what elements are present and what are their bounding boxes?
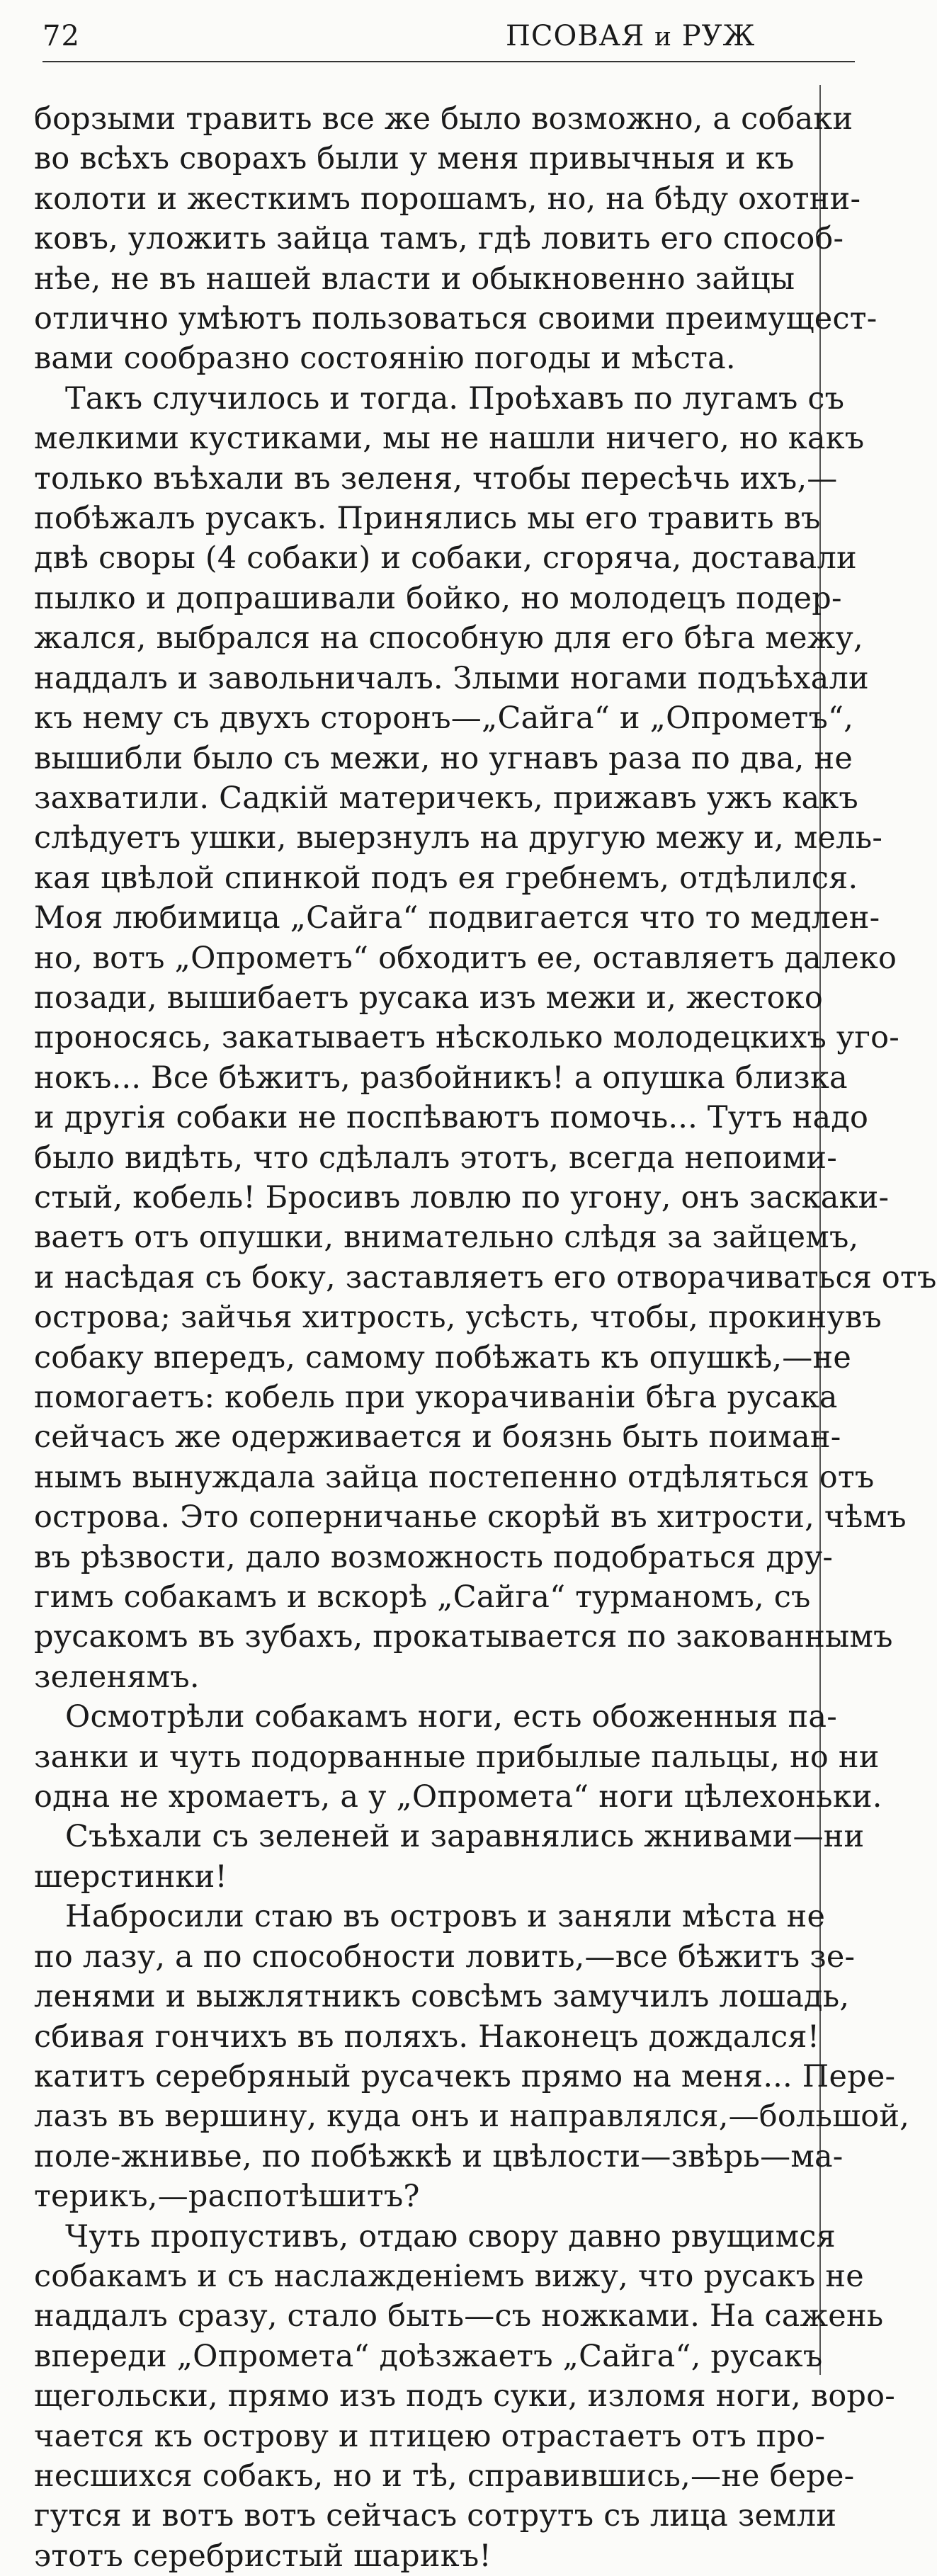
text-column xyxy=(34,99,937,2574)
text-line: и насѣдая съ боку, заставляетъ его отворачиваться отъ xyxy=(34,1259,937,1295)
text-line: впереди „Опромета“ доѣзжаетъ „Сайга“, русакъ xyxy=(34,2338,823,2374)
text-line: терикъ,—распотѣшитъ? xyxy=(34,2179,420,2215)
text-line: слѣдуетъ ушки, выерзнулъ на другую межу и, мель- xyxy=(34,820,883,856)
running-head xyxy=(506,20,755,52)
text-line: было видѣть, что сдѣлалъ этотъ, всегда непоими- xyxy=(34,1140,837,1176)
text-line: мелкими кустиками, мы не нашли ничего, но какъ xyxy=(34,421,865,457)
text-line: и другія собаки не поспѣваютъ помочь... Тутъ надо xyxy=(34,1100,869,1136)
page-header xyxy=(42,14,855,64)
text-line: стый, кобель! Бросивъ ловлю по угону, онъ заскаки- xyxy=(34,1179,890,1215)
text-line: нѣе, не въ нашей власти и обыкновенно зайцы xyxy=(34,261,795,297)
text-line: ковъ, уложить зайца тамъ, гдѣ ловить его способ- xyxy=(34,221,844,257)
text-line: чается къ острову и птицею отрастаетъ отъ про- xyxy=(34,2418,826,2454)
text-line: Набросили стаю въ островъ и заняли мѣста не xyxy=(65,1899,826,1935)
text-line: собаку впередъ, самому побѣжать къ опушкѣ,—не xyxy=(34,1339,852,1375)
text-line: Такъ случилось и тогда. Проѣхавъ по лугамъ съ xyxy=(65,380,845,416)
text-line: одна не хромаетъ, а у „Опромета“ ноги цѣлехоньки. xyxy=(34,1779,882,1815)
text-line: занки и чуть подорванные прибылые пальцы, но ни xyxy=(34,1739,880,1775)
text-line: гутся и вотъ вотъ сейчасъ сотрутъ съ лица земли xyxy=(34,2498,837,2534)
text-line: пылко и допрашивали бойко, но молодецъ подер- xyxy=(34,580,842,616)
text-line: отлично умѣютъ пользоваться своими преимущест- xyxy=(34,301,878,337)
text-line: только въѣхали въ зеленя, чтобы пересѣчь ихъ,— xyxy=(34,460,838,497)
text-line: этотъ серебристый шарикъ! xyxy=(34,2538,492,2574)
text-line: острова; зайчья хитрость, усѣсть, чтобы, прокинувъ xyxy=(34,1300,882,1336)
running-head-word-2: и xyxy=(654,23,672,52)
text-line: проносясь, закатываетъ нѣсколько молодецкихъ уго- xyxy=(34,1020,899,1056)
paragraph xyxy=(34,99,878,379)
text-line: помогаетъ: кобель при укорачиваніи бѣга русака xyxy=(34,1380,838,1415)
text-line: къ нему съ двухъ сторонъ—„Сайга“ и „Опрометъ“, xyxy=(34,700,854,737)
text-line: позади, вышибаетъ русака изъ межи и, жестоко xyxy=(34,980,823,1016)
text-line: сейчасъ же одерживается и боязнь быть поиман- xyxy=(34,1419,841,1456)
text-line: зеленямъ. xyxy=(34,1659,200,1695)
text-line: Съѣхали съ зеленей и заравнялись жнивами—ни xyxy=(65,1819,865,1855)
text-line: Чуть пропустивъ, отдаю свору давно рвущимся xyxy=(65,2218,836,2254)
text-line: острова. Это соперничанье скорѣй въ хитрости, чѣмъ xyxy=(34,1499,907,1536)
text-line: кая цвѣлой спинкой подъ ея гребнемъ, отдѣлился. xyxy=(34,860,858,896)
text-line: жался, выбрался на способную для его бѣга межу, xyxy=(34,620,863,657)
paragraph xyxy=(34,1697,882,1817)
text-line: щегольски, прямо изъ подъ суки, изломя ноги, воро- xyxy=(34,2378,895,2415)
page-number: 72 xyxy=(42,20,80,52)
text-line: вами сообразно состоянію погоды и мѣста. xyxy=(34,341,736,377)
text-line: лазъ въ вершину, куда онъ и направлялся,—большой, xyxy=(34,2099,910,2135)
text-line: катитъ серебряный русачекъ прямо на меня... Пере- xyxy=(34,2058,896,2094)
text-line: борзыми травить все же было возможно, а собаки xyxy=(34,101,853,137)
running-head-word-3: РУЖ xyxy=(681,20,756,52)
text-line: нокъ... Все бѣжитъ, разбойникъ! а опушка близка xyxy=(34,1060,848,1096)
paragraph xyxy=(34,1817,865,1897)
paragraph xyxy=(34,1897,910,2216)
text-line: побѣжалъ русакъ. Принялись мы его травить въ xyxy=(34,501,821,537)
text-line: вышибли было съ межи, но угнавъ раза по два, не xyxy=(34,740,853,776)
text-line: сбивая гончихъ въ поляхъ. Наконецъ дождался! xyxy=(34,2019,820,2055)
text-line: поле-жнивье, по побѣжкѣ и цвѣлости—звѣрь—ма- xyxy=(34,2138,844,2174)
text-line: несшихся собакъ, но и тѣ, справившись,—не бере- xyxy=(34,2458,855,2494)
text-line: но, вотъ „Опрометъ“ обходитъ ее, оставляетъ далеко xyxy=(34,940,897,976)
text-line: по лазу, а по способности ловить,—все бѣжитъ зе- xyxy=(34,1939,856,1975)
paragraph xyxy=(34,379,937,1697)
text-line: собакамъ и съ наслажденіемъ вижу, что русакъ не xyxy=(34,2258,864,2294)
header-rule xyxy=(42,61,855,62)
text-line: гимъ собакамъ и вскорѣ „Сайга“ турманомъ, съ xyxy=(34,1579,811,1616)
text-line: наддалъ и завольничалъ. Злыми ногами подъѣхали xyxy=(34,660,869,696)
text-line: двѣ своры (4 собаки) и собаки, сгоряча, доставали xyxy=(34,540,857,577)
text-line: нымъ вынуждала зайца постепенно отдѣляться отъ xyxy=(34,1459,875,1495)
running-head-word-1: ПСОВАЯ xyxy=(506,20,645,52)
text-line: въ рѣзвости, дало возможность подобраться дру- xyxy=(34,1539,834,1575)
text-line: ленями и выжлятникъ совсѣмъ замучилъ лошадь, xyxy=(34,1979,850,2015)
paragraph xyxy=(34,2217,895,2576)
text-line: ваетъ отъ опушки, внимательно слѣдя за зайцемъ, xyxy=(34,1220,859,1256)
text-line: Моя любимица „Сайга“ подвигается что то медлен- xyxy=(34,900,880,936)
text-line: колоти и жесткимъ порошамъ, но, на бѣду охотни- xyxy=(34,181,861,217)
text-line: во всѣхъ сворахъ были у меня привычныя и къ xyxy=(34,141,795,177)
text-line: захватили. Садкій материчекъ, прижавъ ужъ какъ xyxy=(34,780,858,816)
text-line: Осмотрѣли собакамъ ноги, есть обоженныя па- xyxy=(65,1699,837,1735)
text-line: русакомъ въ зубахъ, прокатывается по закованнымъ xyxy=(34,1619,893,1655)
text-line: наддалъ сразу, стало быть—съ ножками. На сажень xyxy=(34,2298,884,2334)
text-line: шерстинки! xyxy=(34,1859,227,1895)
